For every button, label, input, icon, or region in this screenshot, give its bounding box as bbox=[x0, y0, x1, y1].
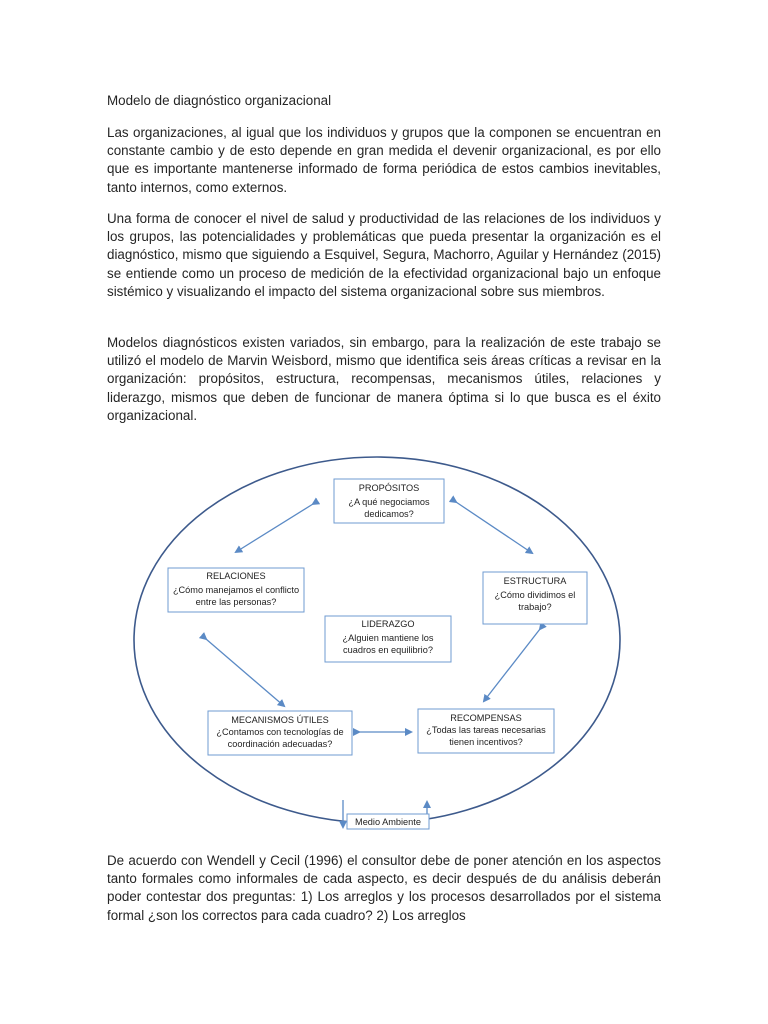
box-liderazgo bbox=[325, 616, 451, 662]
environment-label: Medio Ambiente bbox=[355, 817, 421, 827]
mecanismos-line2: coordinación adecuadas? bbox=[227, 739, 333, 749]
box-medio-ambiente bbox=[347, 814, 429, 829]
paragraph-2: Una forma de conocer el nivel de salud y productividad de las relaciones de los individuos y los grupos, las potencialidades y problemáticas que pueda presentar la organización es el diagnóstico, mismo que siguiendo a Esquivel, Segura, Machorro, Aguilar y Hernández (2015) se entiende como un proceso de medición de la efectividad organizacional bajo un enfoque sistémico y visualizando el impacto del sistema organizacional sobre sus miembros. bbox=[107, 211, 661, 299]
relaciones-line1: ¿Cómo manejamos el conflicto bbox=[172, 585, 300, 595]
box-propositos bbox=[334, 479, 444, 523]
mecanismos-line1: ¿Contamos con tecnologías de bbox=[216, 727, 344, 737]
paragraph-4: De acuerdo con Wendell y Cecil (1996) el consultor debe de poner atención en los aspectos tanto formales como informales de cada aspecto, es decir después de du análisis deberán poder contestar dos preguntas: 1) Los arreglos y los procesos desarrollados por el sistema formal ¿son los correctos para cada cuadro? 2) Los arreglos bbox=[107, 853, 661, 923]
box-estructura bbox=[483, 572, 587, 624]
document-title: Modelo de diagnóstico organizacional bbox=[107, 93, 332, 108]
arrow-propositos-relaciones bbox=[236, 504, 313, 552]
liderazgo-line1: ¿Alguien mantiene los bbox=[342, 633, 434, 643]
arrow-estructura-recompensas bbox=[484, 629, 540, 701]
liderazgo-line2: cuadros en equilibrio? bbox=[343, 645, 433, 655]
recompensas-line2: tienen incentivos? bbox=[449, 737, 523, 747]
propositos-title: PROPÓSITOS bbox=[358, 483, 420, 493]
arrow-relaciones-mecanismos bbox=[206, 639, 284, 706]
propositos-line2: dedicamos? bbox=[364, 509, 414, 519]
estructura-title: ESTRUCTURA bbox=[503, 576, 567, 586]
estructura-line1: ¿Cómo dividimos el bbox=[494, 590, 576, 600]
propositos-line1: ¿A qué negociamos bbox=[348, 497, 430, 507]
weisbord-model-diagram bbox=[130, 455, 630, 835]
paragraph-3: Modelos diagnósticos existen variados, sin embargo, para la realización de este trabajo se utilizó el modelo de Marvin Weisbord, mismo que identifica seis áreas críticas a revisar en la organización: propósitos, estructura, recompensas, mecanismos útiles, relaciones y liderazgo, mismos que deben de funcionar de manera óptima si lo que busca es el éxito organizacional. bbox=[107, 335, 661, 423]
recompensas-title: RECOMPENSAS bbox=[450, 713, 522, 723]
relaciones-line2: entre las personas? bbox=[195, 597, 277, 607]
estructura-line2: trabajo? bbox=[518, 602, 552, 612]
recompensas-line1: ¿Todas las tareas necesarias bbox=[426, 725, 546, 735]
mecanismos-title: MECANISMOS ÚTILES bbox=[231, 715, 329, 725]
arrow-propositos-estructura bbox=[456, 502, 532, 553]
paragraph-1: Las organizaciones, al igual que los individuos y grupos que la componen se encuentran en constante cambio y de esto depende en gran medida el devenir organizacional, es por ello que es importante mantenerse informado de forma periódica de estos cambios inevitables, tanto internos, como externos. bbox=[107, 125, 661, 195]
box-recompensas bbox=[418, 709, 554, 753]
box-mecanismos-utiles bbox=[208, 711, 352, 755]
box-relaciones bbox=[168, 568, 304, 612]
relaciones-title: RELACIONES bbox=[206, 571, 266, 581]
liderazgo-title: LIDERAZGO bbox=[361, 619, 415, 629]
